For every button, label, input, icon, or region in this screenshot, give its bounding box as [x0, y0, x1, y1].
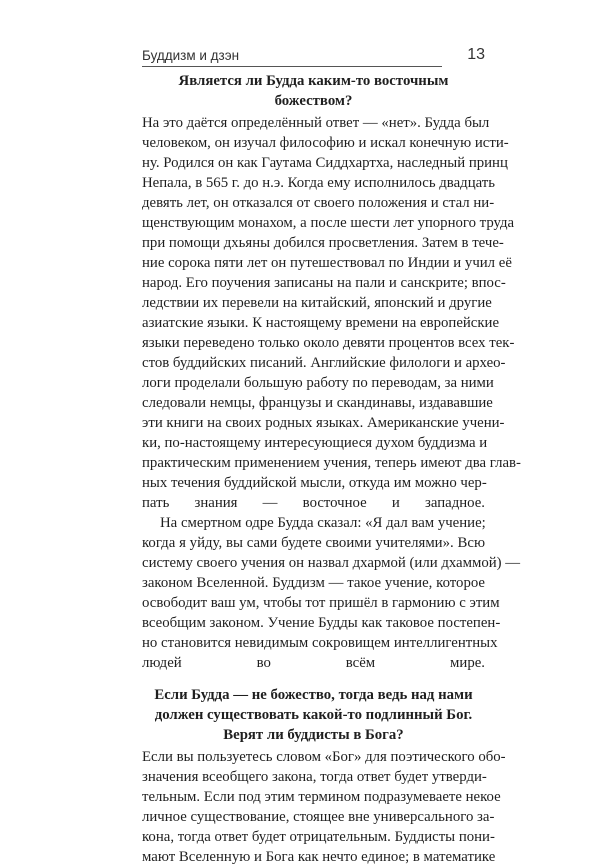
text-line: ных течения буддийской мысли, откуда им можно чер-: [142, 475, 487, 491]
text-line: девять лет, он отказался от своего положения и стал ни-: [142, 195, 495, 211]
page-number: 13: [467, 46, 485, 63]
text-line: ну. Родился он как Гаутама Сиддхартха, наследный принц: [142, 155, 508, 171]
text-line: Если вы пользуетесь словом «Бог» для поэтического обо-: [142, 749, 506, 765]
text-line: щенствующим монахом, а после шести лет упорного труда: [142, 215, 515, 231]
text-line: законом Вселенной. Буддизм — такое учение, которое: [142, 575, 485, 591]
text-line: пать знания — восточное и западное.: [142, 495, 485, 511]
text-line: систему своего учения он назвал дхармой (или дхаммой) —: [142, 555, 521, 571]
text-line: кона, тогда ответ будет отрицательным. Буддисты пони-: [142, 829, 495, 845]
text-line: языки переведено только около девяти процентов всех тек-: [142, 335, 515, 351]
text-line: освободит ваш ум, чтобы тот пришёл в гармонию с этим: [142, 595, 500, 611]
text-line: ледствии их перевели на китайский, японский и другие: [142, 295, 492, 311]
paragraph: [142, 747, 506, 867]
text-line: людей во всём мире.: [142, 655, 485, 671]
heading-line: должен существовать какой-то подлинный Бог.: [154, 707, 473, 723]
heading-line: Верят ли буддисты в Бога?: [223, 727, 404, 743]
heading-line: Если Будда — не божество, тогда ведь над нами: [154, 687, 473, 703]
text-line: следовали немцы, французы и скандинавы, издававшие: [142, 395, 493, 411]
header-rule: [142, 66, 442, 67]
section-heading: Является ли Будда каким-то восточным божеством?: [178, 73, 449, 109]
text-line: стов буддийских писаний. Английские филологи и архео-: [142, 355, 506, 371]
running-title: Буддизм и дзэн: [142, 48, 240, 63]
text-line: всеобщим законом. Учение Будды как таковое постепен-: [142, 615, 501, 631]
paragraph: [142, 513, 521, 673]
page-body: [142, 71, 521, 867]
text-line: эти книги на своих родных языках. Американские учени-: [142, 415, 505, 431]
text-line: человеком, он изучал философию и искал конечную исти-: [142, 135, 509, 151]
text-line: тельным. Если под этим термином подразумеваете некое: [142, 789, 501, 805]
text-line: но становится невидимым сокровищем интеллигентных: [142, 635, 498, 651]
text-line: ние сорока пяти лет он путешествовал по Индии и учил её: [142, 255, 512, 271]
text-line: логи проделали большую работу по переводам, за ними: [142, 375, 494, 391]
page-header: [142, 44, 485, 68]
text-line: практическим применением учения, теперь имеют два глав-: [142, 455, 521, 471]
section-heading: [142, 685, 485, 745]
text-line: значения всеобщего закона, тогда ответ будет утверди-: [142, 769, 487, 785]
text-line: народ. Его поучения записаны на пали и санскрите; впос-: [142, 275, 506, 291]
text-line: при помощи дхьяны добился просветления. Затем в тече-: [142, 235, 504, 251]
text-line: личное существование, стоящее вне универсального за-: [142, 809, 495, 825]
text-line: азиатские языки. К настоящему времени на европейские: [142, 315, 500, 331]
text-line: ки, по-настоящему интересующиеся духом буддизма и: [142, 435, 488, 451]
paragraph: [142, 113, 521, 513]
text-line: когда я уйду, вы сами будете своими учителями». Всю: [142, 535, 485, 551]
text-line: мают Вселенную и Бога как нечто единое; в математике: [142, 849, 496, 865]
text-line: На это даётся определённый ответ — «нет». Будда был: [142, 115, 490, 131]
text-line: На смертном одре Будда сказал: «Я дал вам учение;: [160, 515, 486, 531]
text-line: Непала, в 565 г. до н.э. Когда ему исполнилось двадцать: [142, 175, 496, 191]
